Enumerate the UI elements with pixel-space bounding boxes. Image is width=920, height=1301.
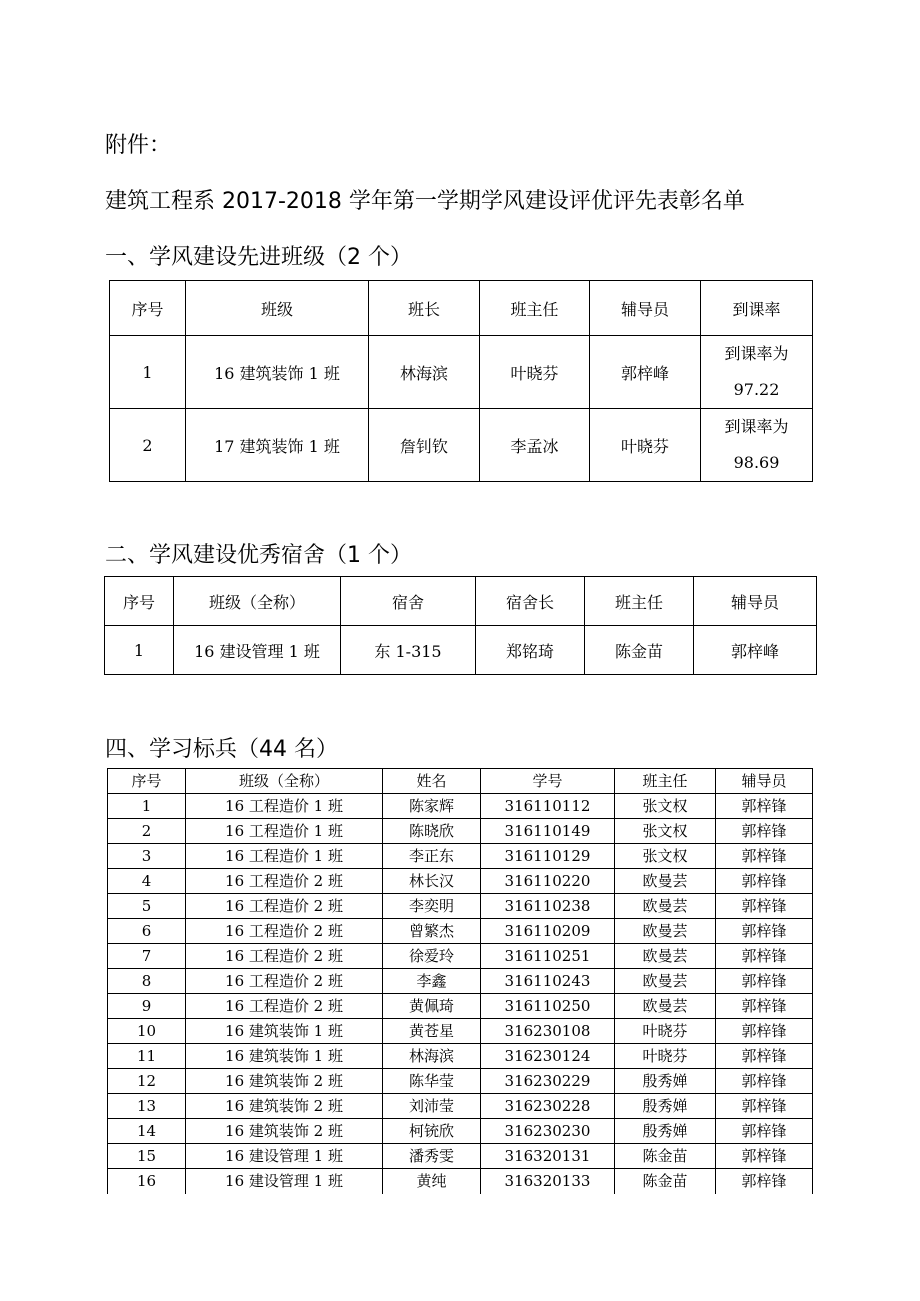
table-row (108, 969, 813, 994)
cell-counselor: 郭梓锋 (716, 1019, 813, 1044)
cell-head-teacher: 欧曼芸 (615, 994, 716, 1019)
cell-no: 6 (108, 919, 186, 944)
cell-head-teacher: 李孟冰 (480, 409, 590, 482)
rate-value: 97.22 (733, 380, 780, 399)
table-row (108, 819, 813, 844)
cell-counselor: 郭梓锋 (716, 794, 813, 819)
table-row (108, 1119, 813, 1144)
cell-student-id: 316320131 (481, 1144, 615, 1169)
header-cell: 班主任 (615, 769, 716, 794)
cell-head-teacher: 欧曼芸 (615, 969, 716, 994)
header-cell: 到课率 (701, 281, 813, 336)
cell-class: 17 建筑装饰 1 班 (186, 409, 369, 482)
header-cell: 班级（全称） (186, 769, 383, 794)
cell-no: 10 (108, 1019, 186, 1044)
cell-head-teacher: 陈金苗 (585, 626, 694, 675)
cell-counselor: 郭梓锋 (716, 819, 813, 844)
cell-head-teacher: 欧曼芸 (615, 919, 716, 944)
cell-name: 黄纯 (383, 1169, 481, 1194)
header-cell: 辅导员 (694, 577, 817, 626)
cell-name: 李正东 (383, 844, 481, 869)
header-cell: 学号 (481, 769, 615, 794)
table-row (108, 1144, 813, 1169)
cell-dorm-head: 郑铭琦 (476, 626, 585, 675)
table-row (108, 994, 813, 1019)
cell-counselor: 郭梓锋 (716, 844, 813, 869)
advanced-class-table (109, 280, 813, 482)
table-row (110, 409, 813, 482)
cell-class: 16 建设管理 1 班 (174, 626, 341, 675)
table-row (108, 1069, 813, 1094)
cell-counselor: 郭梓锋 (716, 919, 813, 944)
cell-class: 16 建筑装饰 2 班 (186, 1119, 383, 1144)
cell-no: 1 (110, 336, 186, 409)
cell-name: 林长汉 (383, 869, 481, 894)
header-cell: 序号 (108, 769, 186, 794)
cell-counselor: 郭梓锋 (716, 1094, 813, 1119)
cell-class: 16 建设管理 1 班 (186, 1169, 383, 1194)
cell-class: 16 建筑装饰 1 班 (186, 336, 369, 409)
table-row (110, 336, 813, 409)
attachment-label: 附件： (105, 133, 172, 158)
cell-student-id: 316230108 (481, 1019, 615, 1044)
cell-counselor: 郭梓锋 (716, 1144, 813, 1169)
cell-student-id: 316230228 (481, 1094, 615, 1119)
cell-name: 李奕明 (383, 894, 481, 919)
cell-head-teacher: 叶晓芬 (615, 1044, 716, 1069)
cell-head-teacher: 殷秀婵 (615, 1094, 716, 1119)
cell-counselor: 叶晓芬 (590, 409, 701, 482)
cell-student-id: 316320133 (481, 1169, 615, 1194)
cell-no: 1 (105, 626, 174, 675)
cell-class: 16 建筑装饰 2 班 (186, 1069, 383, 1094)
cell-counselor: 郭梓锋 (716, 1069, 813, 1094)
cell-no: 4 (108, 869, 186, 894)
cell-class: 16 工程造价 1 班 (186, 794, 383, 819)
rate-label: 到课率为 (724, 417, 789, 436)
table-header-row (110, 281, 813, 336)
table-row (108, 1094, 813, 1119)
cell-name: 曾繁杰 (383, 919, 481, 944)
table-row (105, 626, 817, 675)
cell-class: 16 工程造价 2 班 (186, 994, 383, 1019)
cell-class: 16 工程造价 1 班 (186, 819, 383, 844)
cell-attendance-rate (701, 409, 813, 482)
cell-student-id: 316230230 (481, 1119, 615, 1144)
cell-no: 13 (108, 1094, 186, 1119)
header-cell: 辅导员 (716, 769, 813, 794)
header-cell: 班主任 (480, 281, 590, 336)
table-row (108, 1044, 813, 1069)
cell-no: 12 (108, 1069, 186, 1094)
cell-head-teacher: 叶晓芬 (615, 1019, 716, 1044)
header-cell: 班主任 (585, 577, 694, 626)
cell-student-id: 316110251 (481, 944, 615, 969)
table-row (108, 1019, 813, 1044)
header-cell: 辅导员 (590, 281, 701, 336)
cell-class: 16 工程造价 2 班 (186, 894, 383, 919)
header-cell: 宿舍长 (476, 577, 585, 626)
cell-student-id: 316110250 (481, 994, 615, 1019)
document-title: 建筑工程系 2017-2018 学年第一学期学风建设评优评先表彰名单 (105, 189, 745, 214)
cell-dorm: 东 1-315 (341, 626, 476, 675)
cell-class: 16 工程造价 2 班 (186, 944, 383, 969)
cell-no: 14 (108, 1119, 186, 1144)
cell-head-teacher: 殷秀婵 (615, 1069, 716, 1094)
cell-class: 16 建筑装饰 2 班 (186, 1094, 383, 1119)
cell-counselor: 郭梓锋 (716, 1044, 813, 1069)
cell-class: 16 建筑装饰 1 班 (186, 1044, 383, 1069)
cell-counselor: 郭梓锋 (716, 869, 813, 894)
cell-name: 黄佩琦 (383, 994, 481, 1019)
cell-counselor: 郭梓锋 (716, 1169, 813, 1194)
cell-name: 柯铳欣 (383, 1119, 481, 1144)
section1-heading: 一、学风建设先进班级（2 个） (105, 245, 412, 270)
cell-no: 5 (108, 894, 186, 919)
cell-head-teacher: 张文权 (615, 819, 716, 844)
header-cell: 序号 (110, 281, 186, 336)
cell-student-id: 316110209 (481, 919, 615, 944)
cell-class: 16 建设管理 1 班 (186, 1144, 383, 1169)
cell-student-id: 316230124 (481, 1044, 615, 1069)
cell-student-id: 316110112 (481, 794, 615, 819)
cell-name: 潘秀雯 (383, 1144, 481, 1169)
cell-name: 徐爱玲 (383, 944, 481, 969)
header-cell: 序号 (105, 577, 174, 626)
cell-no: 2 (108, 819, 186, 844)
cell-attendance-rate (701, 336, 813, 409)
study-model-table (107, 768, 813, 1194)
cell-head-teacher: 张文权 (615, 844, 716, 869)
cell-name: 刘沛莹 (383, 1094, 481, 1119)
cell-student-id: 316110129 (481, 844, 615, 869)
cell-name: 陈家辉 (383, 794, 481, 819)
table-row (108, 919, 813, 944)
rate-label: 到课率为 (724, 344, 789, 363)
cell-no: 15 (108, 1144, 186, 1169)
cell-class: 16 工程造价 2 班 (186, 969, 383, 994)
header-cell: 班级 (186, 281, 369, 336)
cell-head-teacher: 张文权 (615, 794, 716, 819)
cell-name: 陈华莹 (383, 1069, 481, 1094)
cell-no: 11 (108, 1044, 186, 1069)
rate-value: 98.69 (733, 453, 780, 472)
cell-head-teacher: 陈金苗 (615, 1169, 716, 1194)
cell-student-id: 316110238 (481, 894, 615, 919)
cell-head-teacher: 殷秀婵 (615, 1119, 716, 1144)
cell-name: 林海滨 (383, 1044, 481, 1069)
cell-student-id: 316110243 (481, 969, 615, 994)
cell-no: 7 (108, 944, 186, 969)
cell-monitor: 詹钊钦 (369, 409, 480, 482)
cell-no: 8 (108, 969, 186, 994)
cell-no: 1 (108, 794, 186, 819)
cell-class: 16 工程造价 1 班 (186, 844, 383, 869)
table-row (108, 844, 813, 869)
cell-student-id: 316230229 (481, 1069, 615, 1094)
cell-head-teacher: 欧曼芸 (615, 869, 716, 894)
excellent-dorm-table (104, 576, 817, 675)
table-row (108, 869, 813, 894)
cell-head-teacher: 陈金苗 (615, 1144, 716, 1169)
cell-student-id: 316110149 (481, 819, 615, 844)
cell-no: 3 (108, 844, 186, 869)
cell-name: 李鑫 (383, 969, 481, 994)
header-cell: 宿舍 (341, 577, 476, 626)
cell-counselor: 郭梓锋 (716, 994, 813, 1019)
cell-class: 16 工程造价 2 班 (186, 869, 383, 894)
header-cell: 班级（全称） (174, 577, 341, 626)
cell-head-teacher: 欧曼芸 (615, 944, 716, 969)
cell-class: 16 建筑装饰 1 班 (186, 1019, 383, 1044)
cell-counselor: 郭梓峰 (694, 626, 817, 675)
table-row (108, 1169, 813, 1194)
cell-counselor: 郭梓锋 (716, 944, 813, 969)
cell-head-teacher: 欧曼芸 (615, 894, 716, 919)
cell-class: 16 工程造价 2 班 (186, 919, 383, 944)
header-cell: 班长 (369, 281, 480, 336)
section4-heading: 四、学习标兵（44 名） (105, 737, 338, 762)
cell-counselor: 郭梓锋 (716, 894, 813, 919)
cell-head-teacher: 叶晓芬 (480, 336, 590, 409)
table-row (108, 894, 813, 919)
cell-counselor: 郭梓峰 (590, 336, 701, 409)
cell-name: 陈晓欣 (383, 819, 481, 844)
cell-counselor: 郭梓锋 (716, 1119, 813, 1144)
table-row (108, 944, 813, 969)
cell-name: 黄苍星 (383, 1019, 481, 1044)
cell-no: 16 (108, 1169, 186, 1194)
header-cell: 姓名 (383, 769, 481, 794)
cell-no: 9 (108, 994, 186, 1019)
section2-heading: 二、学风建设优秀宿舍（1 个） (105, 543, 412, 568)
cell-monitor: 林海滨 (369, 336, 480, 409)
table-row (108, 794, 813, 819)
cell-no: 2 (110, 409, 186, 482)
table-header-row (105, 577, 817, 626)
table-header-row (108, 769, 813, 794)
cell-counselor: 郭梓锋 (716, 969, 813, 994)
cell-student-id: 316110220 (481, 869, 615, 894)
